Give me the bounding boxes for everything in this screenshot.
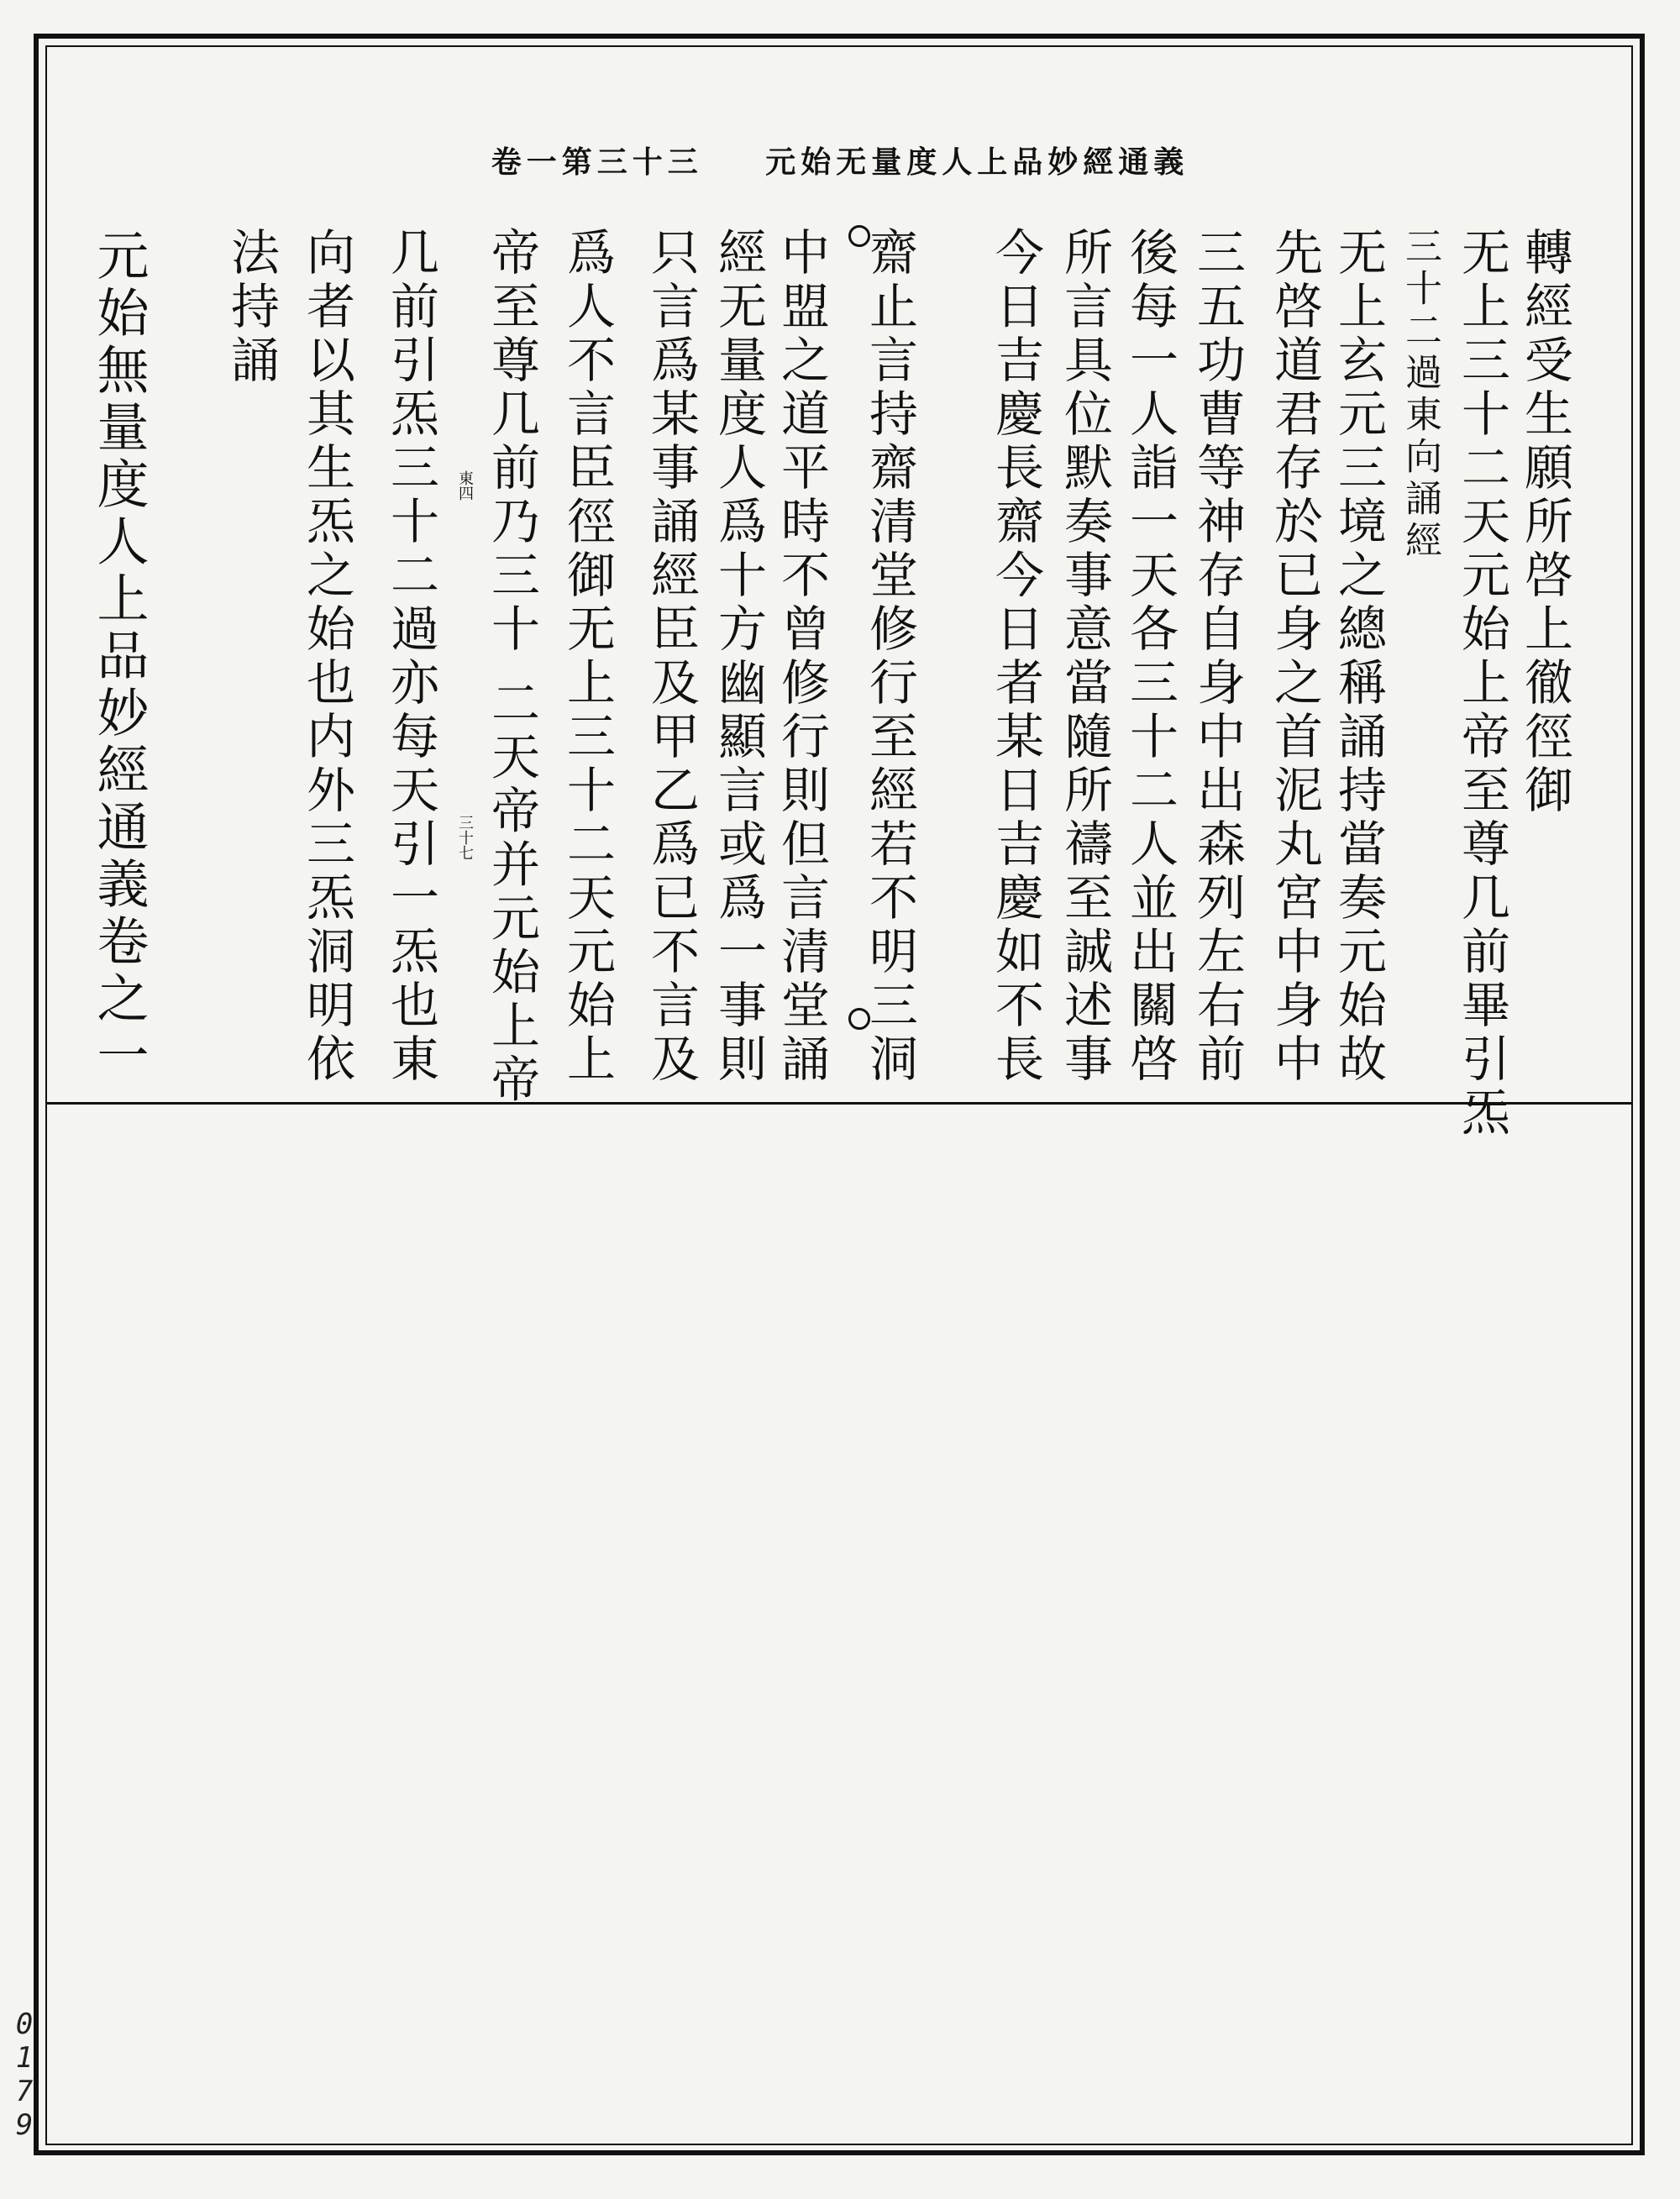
header-volume: 卷一第三十三 bbox=[491, 144, 703, 180]
page-header bbox=[0, 139, 1680, 181]
text-column-5: 先啓道君存於已身之首泥丸宮中身中 bbox=[1266, 227, 1323, 1087]
text-column-8: 所言具位默奏事意當隨所禱至誠述事 bbox=[1056, 227, 1113, 1087]
text-column-13: 只言爲某事誦經臣及甲乙爲已不言及 bbox=[643, 227, 700, 1087]
text-column-7: 後每一人詣一天各三十二人並出關啓 bbox=[1121, 227, 1179, 1087]
punctuation-circle bbox=[848, 225, 870, 247]
text-column-2: 无上三十二天元始上帝至尊几前畢引炁 bbox=[1453, 227, 1510, 1141]
text-column-17: 向者以其生炁之始也内外三炁洞明依 bbox=[298, 227, 355, 1087]
book-title-column: 元始無量度人上品妙經通義卷之一 bbox=[88, 228, 150, 1085]
text-column-1: 轉經受生願所啓上徹徑御 bbox=[1516, 227, 1573, 818]
text-column-9: 今日吉慶長齋今日者某日吉慶如不長 bbox=[987, 227, 1044, 1087]
text-column-4: 无上玄元三境之總稱誦持當奏元始故 bbox=[1330, 227, 1387, 1087]
text-column-15: 帝至尊几前乃三十 二天帝并元始上帝 bbox=[483, 227, 540, 1108]
text-column-6: 三五功曹等神存自身中出森列左右前 bbox=[1189, 227, 1246, 1087]
text-column-14: 爲人不言臣徑御无上三十二天元始上 bbox=[559, 227, 616, 1087]
text-column-18: 法持誦 bbox=[223, 227, 280, 388]
text-column-3: 三十二過東向誦經 bbox=[1399, 227, 1441, 563]
text-column-10: 齋止言持齋清堂修行至經若不明三洞 bbox=[861, 227, 918, 1087]
text-column-12: 經无量度人爲十方幽顯言或爲一事則 bbox=[710, 227, 767, 1087]
page-divider bbox=[45, 1102, 1633, 1105]
punctuation-circle bbox=[848, 1008, 870, 1030]
header-book-title: 元始无量度人上品妙經通義 bbox=[765, 144, 1189, 180]
inline-note-b: 三十七 bbox=[456, 815, 474, 860]
text-column-11: 中盟之道平時不曾修行則但言清堂誦 bbox=[773, 227, 830, 1087]
margin-page-number: 0 1 7 9 bbox=[15, 2007, 34, 2142]
page-inner-border bbox=[45, 45, 1633, 2145]
text-column-16: 几前引炁三十二過亦每天引一炁也東 bbox=[382, 227, 439, 1087]
inline-note-a: 東四 bbox=[456, 470, 474, 501]
